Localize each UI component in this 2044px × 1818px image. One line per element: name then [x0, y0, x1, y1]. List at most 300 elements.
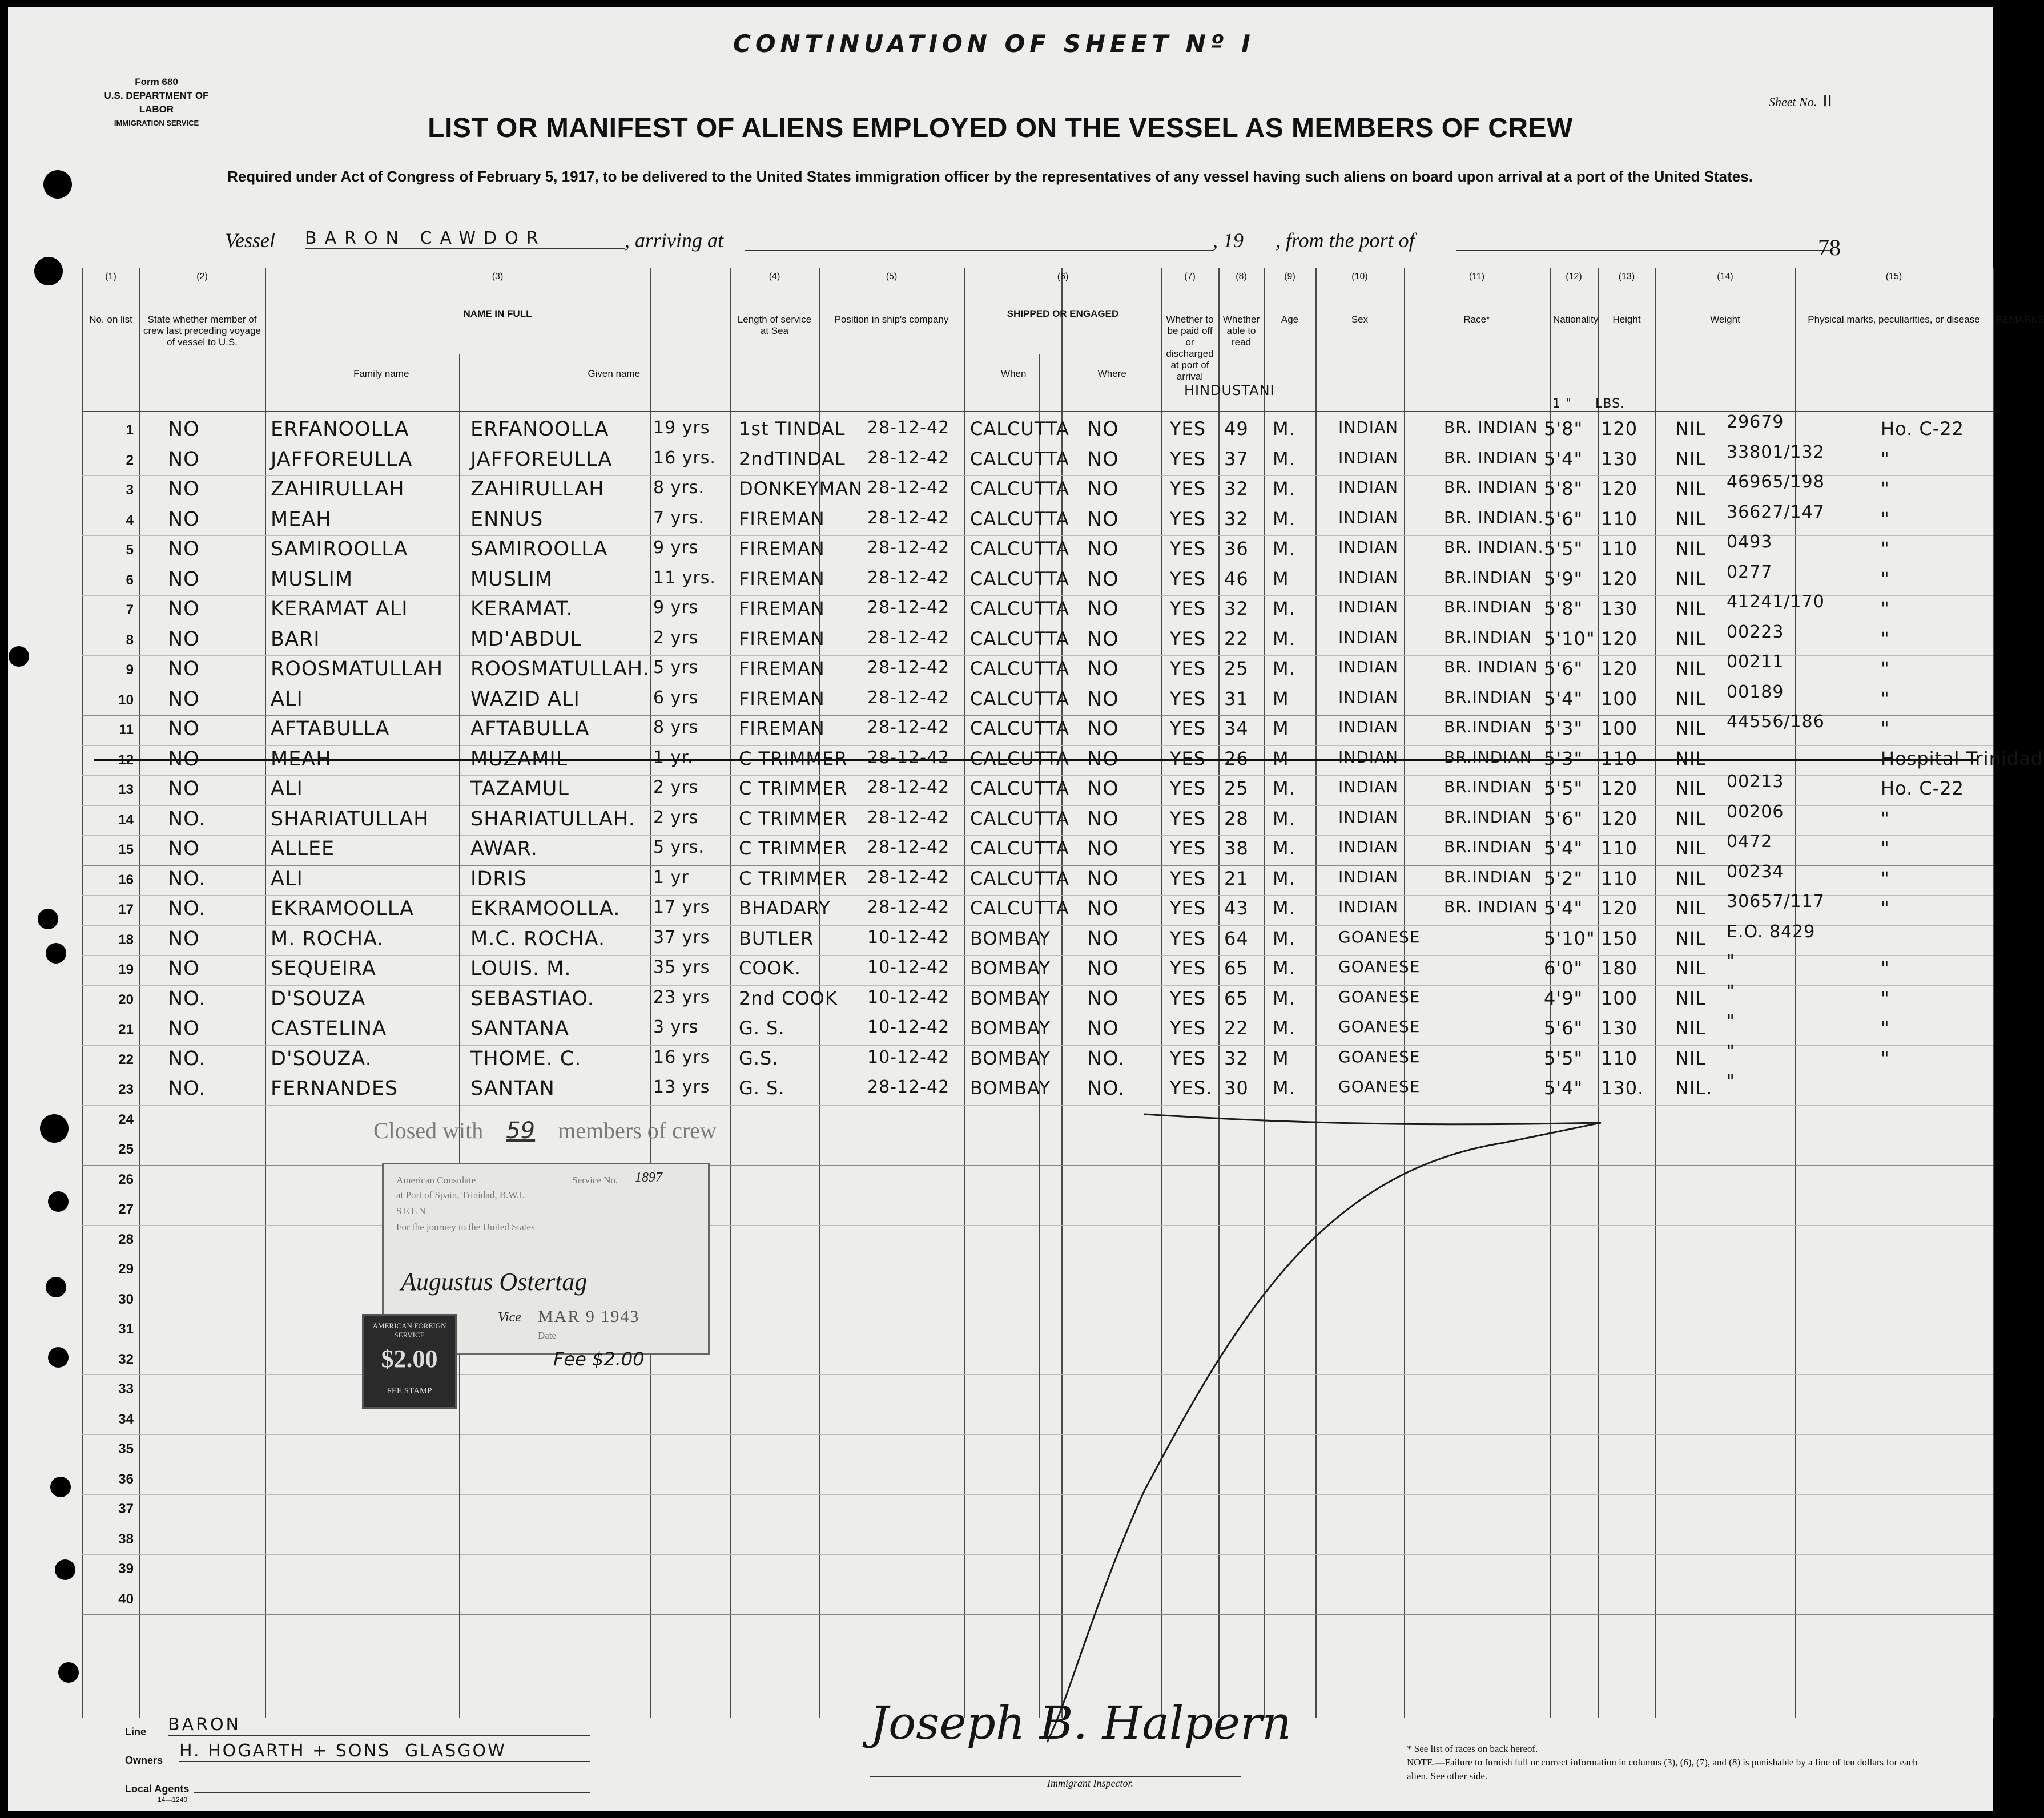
- cell-age: 30: [1224, 1077, 1249, 1099]
- cell-read: YES: [1170, 538, 1206, 559]
- cell-read: YES: [1170, 478, 1206, 499]
- cell-race: INDIAN: [1338, 567, 1399, 587]
- cell-height: 5'10": [1544, 927, 1595, 949]
- cell-given: THOME. C.: [470, 1047, 582, 1070]
- cell-height: 5'8": [1544, 418, 1583, 440]
- cell-where: BOMBAY: [970, 957, 1051, 979]
- cell-where: CALCUTTA: [970, 627, 1069, 650]
- cell-position: DONKEYMAN: [739, 478, 863, 499]
- cell-given: MUZAMIL: [470, 747, 568, 771]
- row-number: 20: [118, 991, 134, 1007]
- column-header: Position in ship's company: [834, 314, 949, 325]
- cell-paid: NO: [1087, 897, 1119, 920]
- cell-where: CALCUTTA: [970, 747, 1069, 769]
- cell-race: INDIAN: [1338, 598, 1399, 616]
- agents-label: Local Agents: [125, 1783, 190, 1795]
- cell-weight: 110: [1601, 747, 1638, 769]
- cell-prev: NO.: [168, 867, 206, 890]
- column-header: Age: [1281, 314, 1299, 325]
- cell-nat: BR.INDIAN: [1444, 717, 1532, 736]
- cell-nat: BR. INDIAN.: [1444, 538, 1544, 557]
- cell-service: 17 yrs: [653, 897, 710, 917]
- cell-service: 1 yr: [653, 867, 689, 888]
- cell-when: 28-12-42: [867, 658, 950, 678]
- manifest-sheet: [8, 7, 2044, 1811]
- cell-height: 5'6": [1544, 1017, 1583, 1039]
- cell-remarks: ": [1881, 987, 1890, 1009]
- cell-prev: NO: [168, 837, 200, 860]
- department: U.S. DEPARTMENT OF LABOR: [104, 90, 209, 115]
- cell-sex: M.: [1273, 1017, 1295, 1039]
- cell-when: 28-12-42: [867, 777, 950, 797]
- cell-given: SANTANA: [470, 1017, 569, 1040]
- cell-id: 00206: [1727, 801, 1784, 822]
- cell-remarks: ": [1881, 687, 1890, 710]
- sheet-label: Sheet No.: [1769, 95, 1817, 109]
- cell-height: 5'5": [1544, 777, 1583, 799]
- row-number: 8: [126, 632, 134, 648]
- cell-race: INDIAN: [1338, 897, 1399, 916]
- cell-service: 11 yrs.: [653, 567, 716, 588]
- cell-race: INDIAN: [1338, 777, 1399, 796]
- cell-where: CALCUTTA: [970, 478, 1069, 499]
- cell-marks: NIL: [1675, 658, 1707, 679]
- column-header: REMARKS: [1996, 314, 2044, 325]
- cell-race: INDIAN: [1338, 627, 1399, 647]
- cell-when: 28-12-42: [867, 807, 950, 828]
- cell-position: FIREMAN: [739, 567, 825, 590]
- cell-given: M.C. ROCHA.: [470, 927, 606, 950]
- cell-nat: BR. INDIAN: [1444, 658, 1538, 676]
- cell-read: YES: [1170, 687, 1206, 710]
- cell-family: ZAHIRULLAH: [271, 478, 405, 501]
- vessel-name: BARON CAWDOR: [305, 228, 625, 249]
- cell-id: 00234: [1727, 861, 1784, 882]
- cell-service: 2 yrs: [653, 777, 699, 797]
- inspector-signature: Joseph B. Halpern: [870, 1696, 1291, 1750]
- cell-service: 35 yrs: [653, 957, 710, 977]
- row-number: 14: [118, 812, 134, 828]
- cell-remarks: Ho. C-22: [1881, 418, 1965, 440]
- row-number: 10: [118, 692, 134, 708]
- cell-marks: NIL: [1675, 1047, 1707, 1069]
- cell-service: 16 yrs.: [653, 448, 716, 468]
- cell-nat: BR.INDIAN: [1444, 867, 1532, 886]
- cell-sex: M.: [1273, 957, 1295, 979]
- row-number: 35: [118, 1441, 134, 1457]
- cell-age: 65: [1224, 987, 1249, 1009]
- cell-marks: NIL: [1675, 507, 1707, 530]
- cell-when: 10-12-42: [867, 1017, 950, 1037]
- cell-when: 10-12-42: [867, 927, 950, 948]
- cell-remarks: ": [1881, 837, 1890, 859]
- cell-read: YES: [1170, 627, 1206, 650]
- row-number: 6: [126, 572, 134, 588]
- cell-prev: NO: [168, 687, 200, 711]
- cell-service: 7 yrs.: [653, 507, 705, 528]
- cell-remarks: ": [1881, 627, 1890, 650]
- cell-where: CALCUTTA: [970, 658, 1069, 679]
- cell-id: 46965/198: [1727, 472, 1825, 492]
- cell-race: GOANESE: [1338, 957, 1421, 976]
- cell-remarks: ": [1881, 807, 1890, 829]
- cell-height: 5'4": [1544, 687, 1583, 710]
- cell-prev: NO.: [168, 897, 206, 920]
- cell-given: AWAR.: [470, 837, 538, 860]
- cell-race: GOANESE: [1338, 1077, 1421, 1096]
- column-header: Race*: [1463, 314, 1490, 325]
- row-number: 33: [118, 1381, 134, 1397]
- cell-service: 16 yrs: [653, 1047, 710, 1067]
- cell-where: BOMBAY: [970, 1017, 1051, 1039]
- cell-position: G. S.: [739, 1077, 785, 1099]
- cell-height: 5'4": [1544, 448, 1583, 470]
- row-number: 18: [118, 932, 134, 948]
- cell-read: YES: [1170, 1047, 1206, 1069]
- cell-weight: 100: [1601, 717, 1638, 739]
- cell-prev: NO: [168, 1017, 200, 1040]
- cell-given: EKRAMOOLLA.: [470, 897, 621, 920]
- cell-position: FIREMAN: [739, 598, 825, 619]
- cell-age: 65: [1224, 957, 1249, 979]
- cell-read: YES: [1170, 598, 1206, 619]
- vessel-label: Vessel: [225, 229, 275, 252]
- row-number: 9: [126, 662, 134, 678]
- cell-remarks: Ho. C-22: [1881, 777, 1965, 799]
- cell-given: ERFANOOLLA: [470, 418, 609, 441]
- cell-remarks: ": [1881, 1017, 1890, 1039]
- cell-when: 28-12-42: [867, 717, 950, 737]
- cell-marks: NIL: [1675, 897, 1707, 919]
- cell-when: 28-12-42: [867, 1077, 950, 1097]
- cell-sex: M.: [1273, 867, 1295, 889]
- column-number: (5): [886, 272, 898, 281]
- owners-value: H. HOGARTH + SONS GLASGOW: [179, 1741, 590, 1762]
- cell-race: GOANESE: [1338, 927, 1421, 946]
- cell-given: ENNUS: [470, 507, 544, 531]
- cell-where: CALCUTTA: [970, 598, 1069, 619]
- cell-family: AFTABULLA: [271, 717, 390, 740]
- cell-height: 5'5": [1544, 538, 1583, 559]
- cell-remarks: ": [1881, 478, 1890, 499]
- cell-family: SAMIROOLLA: [271, 538, 408, 561]
- cell-race: INDIAN: [1338, 507, 1399, 527]
- consulate-line1: American Consulate: [396, 1175, 476, 1186]
- cell-marks: NIL: [1675, 538, 1707, 559]
- cell-height: 5'4": [1544, 1077, 1583, 1099]
- cell-race: INDIAN: [1338, 717, 1399, 736]
- cell-id: 00213: [1727, 772, 1784, 792]
- cell-sex: M.: [1273, 897, 1295, 919]
- row-number: 15: [118, 842, 134, 857]
- column-number: (13): [1618, 272, 1635, 281]
- column-number: (4): [768, 272, 780, 281]
- cell-position: C TRIMMER: [739, 747, 848, 769]
- sheet-value: II: [1822, 91, 1832, 110]
- column-header: No. on list: [89, 314, 132, 325]
- cell-paid: NO: [1087, 567, 1119, 591]
- cell-nat: BR.INDIAN: [1444, 837, 1532, 856]
- cell-sex: M.: [1273, 507, 1295, 530]
- column-number: (12): [1566, 272, 1582, 281]
- cell-age: 32: [1224, 1047, 1249, 1069]
- row-number: 17: [118, 902, 134, 917]
- cell-service: 2 yrs: [653, 807, 699, 828]
- date-label: Date: [538, 1330, 557, 1341]
- cell-family: ALI: [271, 867, 303, 890]
- column-header: Nationality: [1553, 314, 1599, 325]
- cell-prev: NO: [168, 478, 200, 501]
- continuation-heading: CONTINUATION OF SHEET Nº I: [733, 30, 1255, 58]
- column-subheader: When: [1001, 368, 1027, 379]
- column-header: Physical marks, peculiarities, or disease: [1808, 314, 1980, 325]
- cell-age: 64: [1224, 927, 1249, 949]
- row-number: 26: [118, 1171, 134, 1187]
- cell-service: 8 yrs.: [653, 478, 705, 498]
- cell-when: 28-12-42: [867, 837, 950, 857]
- cell-weight: 110: [1601, 507, 1638, 530]
- cell-marks: NIL: [1675, 777, 1707, 799]
- cell-position: 2nd COOK: [739, 987, 838, 1009]
- consul-title: Vice: [498, 1310, 521, 1325]
- year-label: , 19: [1213, 229, 1244, 252]
- cell-id: ": [1727, 1041, 1735, 1062]
- cell-marks: NIL: [1675, 957, 1707, 979]
- cell-remarks: ": [1881, 448, 1890, 470]
- row-number: 22: [118, 1051, 134, 1067]
- cell-where: CALCUTTA: [970, 807, 1069, 829]
- column-header: Sex: [1351, 314, 1369, 325]
- cell-sex: M.: [1273, 478, 1295, 499]
- cell-age: 36: [1224, 538, 1249, 559]
- column-number: (10): [1351, 272, 1368, 281]
- cell-prev: NO: [168, 927, 200, 950]
- cell-nat: BR. INDIAN: [1444, 478, 1538, 497]
- cell-weight: 120: [1601, 897, 1638, 919]
- column-number: (14): [1717, 272, 1733, 281]
- cell-service: 6 yrs: [653, 687, 699, 708]
- cell-remarks: ": [1881, 507, 1890, 530]
- cell-prev: NO: [168, 567, 200, 591]
- service: IMMIGRATION SERVICE: [114, 119, 199, 127]
- cell-service: 2 yrs: [653, 627, 699, 648]
- cell-race: INDIAN: [1338, 837, 1399, 856]
- footnote-races: * See list of races on back hereof.: [1407, 1743, 1538, 1754]
- cell-paid: NO: [1087, 418, 1119, 441]
- cell-id: 0493: [1727, 532, 1773, 552]
- cell-sex: M.: [1273, 987, 1295, 1009]
- cell-remarks: ": [1881, 1047, 1890, 1069]
- page-stamp-number: 78: [1818, 235, 1841, 260]
- cell-service: 9 yrs: [653, 538, 699, 558]
- cell-weight: 180: [1601, 957, 1638, 979]
- cell-paid: NO: [1087, 598, 1119, 620]
- cell-age: 26: [1224, 747, 1249, 769]
- cell-sex: M: [1273, 1047, 1289, 1069]
- cell-nat: BR. INDIAN: [1444, 448, 1538, 467]
- requirement-text: Required under Act of Congress of February 5, 1917, to be delivered to the United States immigration officer by the representatives of any vessel having such aliens on board upon arrival at a port of the United States.: [227, 168, 1753, 185]
- service-label: Service No.: [572, 1175, 618, 1186]
- row-number: 24: [118, 1111, 134, 1127]
- cell-remarks: ": [1881, 897, 1890, 919]
- cell-nat: BR.INDIAN: [1444, 807, 1532, 827]
- cell-sex: M.: [1273, 807, 1295, 829]
- cell-age: 46: [1224, 567, 1249, 590]
- cell-marks: NIL: [1675, 598, 1707, 619]
- cell-nat: BR.INDIAN: [1444, 567, 1532, 587]
- cell-service: 1 yr.: [653, 747, 694, 768]
- cell-position: G. S.: [739, 1017, 785, 1039]
- form-code: 14—1240: [158, 1796, 188, 1804]
- cell-paid: NO: [1087, 927, 1119, 950]
- cell-sex: M.: [1273, 627, 1295, 650]
- cell-id: 36627/147: [1727, 502, 1825, 522]
- cell-paid: NO.: [1087, 1047, 1125, 1070]
- cell-marks: NIL: [1675, 867, 1707, 889]
- cell-read: YES: [1170, 567, 1206, 590]
- cell-height: 5'8": [1544, 478, 1583, 499]
- cell-paid: NO: [1087, 507, 1119, 531]
- cell-when: 28-12-42: [867, 897, 950, 917]
- cell-age: 25: [1224, 658, 1249, 679]
- cell-weight: 110: [1601, 837, 1638, 859]
- cell-age: 21: [1224, 867, 1249, 889]
- cell-race: INDIAN: [1338, 747, 1399, 767]
- cell-remarks: ": [1881, 867, 1890, 889]
- row-number: 38: [118, 1531, 134, 1547]
- cell-read: YES.: [1170, 1077, 1213, 1099]
- cell-sex: M.: [1273, 777, 1295, 799]
- cell-position: 1st TINDAL: [739, 418, 846, 440]
- cell-prev: NO: [168, 717, 200, 740]
- cell-sex: M.: [1273, 448, 1295, 470]
- cell-when: 28-12-42: [867, 598, 950, 618]
- cell-where: CALCUTTA: [970, 418, 1069, 440]
- cell-when: 10-12-42: [867, 987, 950, 1007]
- cell-given: SANTAN: [470, 1077, 555, 1100]
- cell-race: INDIAN: [1338, 478, 1399, 497]
- cell-position: C TRIMMER: [739, 807, 848, 829]
- cell-weight: 120: [1601, 658, 1638, 679]
- cell-id: 00223: [1727, 622, 1784, 642]
- cell-race: INDIAN: [1338, 418, 1399, 437]
- cell-prev: NO: [168, 658, 200, 680]
- cell-height: 5'6": [1544, 507, 1583, 530]
- cell-marks: NIL: [1675, 478, 1707, 499]
- consulate-line2: at Port of Spain, Trinidad, B.W.I.: [396, 1190, 525, 1200]
- closed-count: 59: [506, 1118, 536, 1144]
- cell-age: 31: [1224, 687, 1249, 710]
- column-header: Whether to be paid off or discharged at port of arrival: [1166, 314, 1214, 382]
- cell-position: C TRIMMER: [739, 837, 848, 859]
- cell-weight: 110: [1601, 867, 1638, 889]
- column-number: (15): [1885, 272, 1902, 281]
- cell-weight: 130: [1601, 1017, 1638, 1039]
- cell-given: MD'ABDUL: [470, 627, 582, 651]
- cell-marks: NIL: [1675, 837, 1707, 859]
- cell-sex: M.: [1273, 1077, 1295, 1099]
- cell-where: BOMBAY: [970, 1077, 1051, 1099]
- cell-given: SHARIATULLAH.: [470, 807, 635, 831]
- cell-where: CALCUTTA: [970, 777, 1069, 799]
- cell-nat: BR.INDIAN: [1444, 687, 1532, 707]
- cell-prev: NO.: [168, 1077, 206, 1100]
- cell-age: 32: [1224, 507, 1249, 530]
- cell-where: CALCUTTA: [970, 567, 1069, 590]
- cell-weight: 120: [1601, 478, 1638, 499]
- consul-signature: Augustus Ostertag: [401, 1268, 588, 1296]
- closed-prefix: Closed with: [373, 1118, 484, 1143]
- fee-stamp-bottom: FEE STAMP: [387, 1386, 432, 1396]
- column-header: Whether able to read: [1222, 314, 1260, 348]
- cell-position: FIREMAN: [739, 538, 825, 559]
- cell-paid: NO: [1087, 867, 1119, 890]
- cell-prev: NO: [168, 747, 200, 771]
- column-number: (9): [1284, 272, 1295, 281]
- cell-remarks: ": [1881, 717, 1890, 739]
- cell-age: 49: [1224, 418, 1249, 440]
- cell-family: KERAMAT ALI: [271, 598, 408, 620]
- row-number: 16: [118, 872, 134, 888]
- cell-family: MUSLIM: [271, 567, 353, 591]
- cell-height: 5'3": [1544, 747, 1583, 769]
- cell-race: INDIAN: [1338, 687, 1399, 707]
- cell-height: 4'9": [1544, 987, 1583, 1009]
- row-number: 2: [126, 452, 134, 468]
- cell-marks: NIL: [1675, 717, 1707, 739]
- cell-service: 9 yrs: [653, 598, 699, 618]
- row-number: 27: [118, 1202, 134, 1217]
- column-subheader: Given name: [588, 368, 641, 379]
- cell-prev: NO.: [168, 1047, 206, 1070]
- cell-height: 5'9": [1544, 567, 1583, 590]
- row-number: 21: [118, 1022, 134, 1037]
- cell-where: BOMBAY: [970, 987, 1051, 1009]
- cell-paid: NO: [1087, 807, 1119, 831]
- cell-when: 28-12-42: [867, 567, 950, 588]
- cell-family: JAFFOREULLA: [271, 448, 413, 471]
- cell-weight: 130.: [1601, 1077, 1644, 1099]
- cell-remarks: ": [1881, 598, 1890, 619]
- cell-given: WAZID ALI: [470, 687, 580, 711]
- cell-height: 5'6": [1544, 807, 1583, 829]
- cell-family: ALI: [271, 777, 303, 800]
- cell-height: 5'8": [1544, 598, 1583, 619]
- row-number: 34: [118, 1411, 134, 1427]
- cell-prev: NO.: [168, 987, 206, 1010]
- ink-marks: [8, 7, 1993, 1811]
- cell-read: YES: [1170, 927, 1206, 949]
- cell-sex: M: [1273, 567, 1289, 590]
- cell-remarks: ": [1881, 957, 1890, 979]
- cell-prev: NO: [168, 507, 200, 531]
- cell-height: 5'3": [1544, 717, 1583, 739]
- owners-label: Owners: [125, 1755, 163, 1766]
- row-number: 12: [118, 752, 134, 768]
- cell-sex: M.: [1273, 837, 1295, 859]
- cell-family: MEAH: [271, 747, 332, 771]
- row-number: 28: [118, 1231, 134, 1247]
- row-number: 39: [118, 1561, 134, 1577]
- cell-read: YES: [1170, 957, 1206, 979]
- cell-position: FIREMAN: [739, 627, 825, 650]
- cell-paid: NO: [1087, 627, 1119, 651]
- cell-nat: BR. INDIAN: [1444, 418, 1538, 437]
- cell-nat: BR.INDIAN: [1444, 747, 1532, 767]
- cell-family: ALLEE: [271, 837, 335, 860]
- cell-read: YES: [1170, 897, 1206, 919]
- line-value: BARON: [168, 1715, 590, 1736]
